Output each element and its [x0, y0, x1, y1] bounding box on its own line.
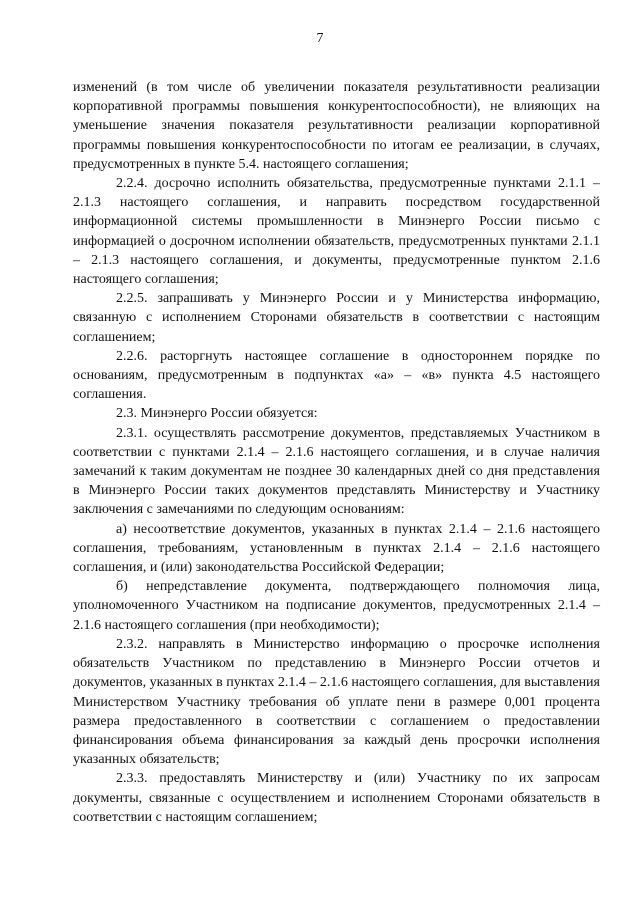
section-heading-2-3: 2.3. Минэнерго России обязуется:	[116, 406, 318, 422]
page-number: 7	[316, 31, 324, 46]
document-body	[73, 78, 600, 827]
paragraph-2-2-4: 2.2.4. досрочно исполнить обязательства, предусмотренные пунктами 2.1.1 – 2.1.3 настоящего соглашения, и направить посредством государственной информационной системы промышленности в Минэнерго России письмо с информацией о досрочном исполнении обязательств, предусмотренных пунктами 2.1.1 – 2.1.3 настоящего соглашения, и документы, предусмотренные пунктом 2.1.6 настоящего соглашения;	[73, 176, 600, 288]
paragraph-2-3-2: 2.3.2. направлять в Министерство информацию о просрочке исполнения обязательств Участником по представлению в Минэнерго России отчетов и документов, указанных в пунктах 2.1.4 – 2.1.6 настоящего соглашения, для выставления Министерством Участнику требования об уплате пени в размере 0,001 процента размера предоставленного в соответствии с соглашением о предоставлении финансирования объема финансирования за каждый день просрочки исполнения указанных обязательств;	[73, 636, 600, 768]
paragraph-2-3-3: 2.3.3. предоставлять Министерству и (или) Участнику по их запросам документы, связанные с осуществлением и исполнением Сторонами обязательств в соответствии с настоящим соглашением;	[73, 771, 600, 825]
paragraph-continuation: изменений (в том числе об увеличении показателя результативности реализации корпоративной программы повышения конкурентоспособности), не влияющих на уменьшение значения показателя результативности реализации корпоративной программы повышения конкурентоспособности по итогам ее реализации, в случаях, предусмотренных в пункте 5.4. настоящего соглашения;	[73, 80, 600, 172]
paragraph-item-b: б) непредставление документа, подтверждающего полномочия лица, уполномоченного Участником на подписание документов, предусмотренных 2.1.4 – 2.1.6 настоящего соглашения (при необходимости);	[73, 579, 600, 633]
paragraph-item-a: а) несоответствие документов, указанных в пунктах 2.1.4 – 2.1.6 настоящего соглашения, требованиям, установленным в пунктах 2.1.4 – 2.1.6 настоящего соглашения, и (или) законодательства Российской Федерации;	[73, 521, 600, 576]
paragraph-2-3-1: 2.3.1. осуществлять рассмотрение документов, представляемых Участником в соответствии с пунктами 2.1.4 – 2.1.6 настоящего соглашения, и в случае наличия замечаний к таким документам не позднее 30 календарных дней со дня представления в Минэнерго России таких документов представлять Министерству и Участнику заключения с замечаниями по следующим основаниям:	[73, 425, 600, 518]
paragraph-2-2-6: 2.2.6. расторгнуть настоящее соглашение в одностороннем порядке по основаниям, предусмотренным в подпунктах «а» – «в» пункта 4.5 настоящего соглашения.	[73, 348, 600, 403]
paragraph-2-2-5: 2.2.5. запрашивать у Минэнерго России и у Министерства информацию, связанную с исполнением Сторонами обязательств в соответствии с настоящим соглашением;	[73, 291, 600, 345]
